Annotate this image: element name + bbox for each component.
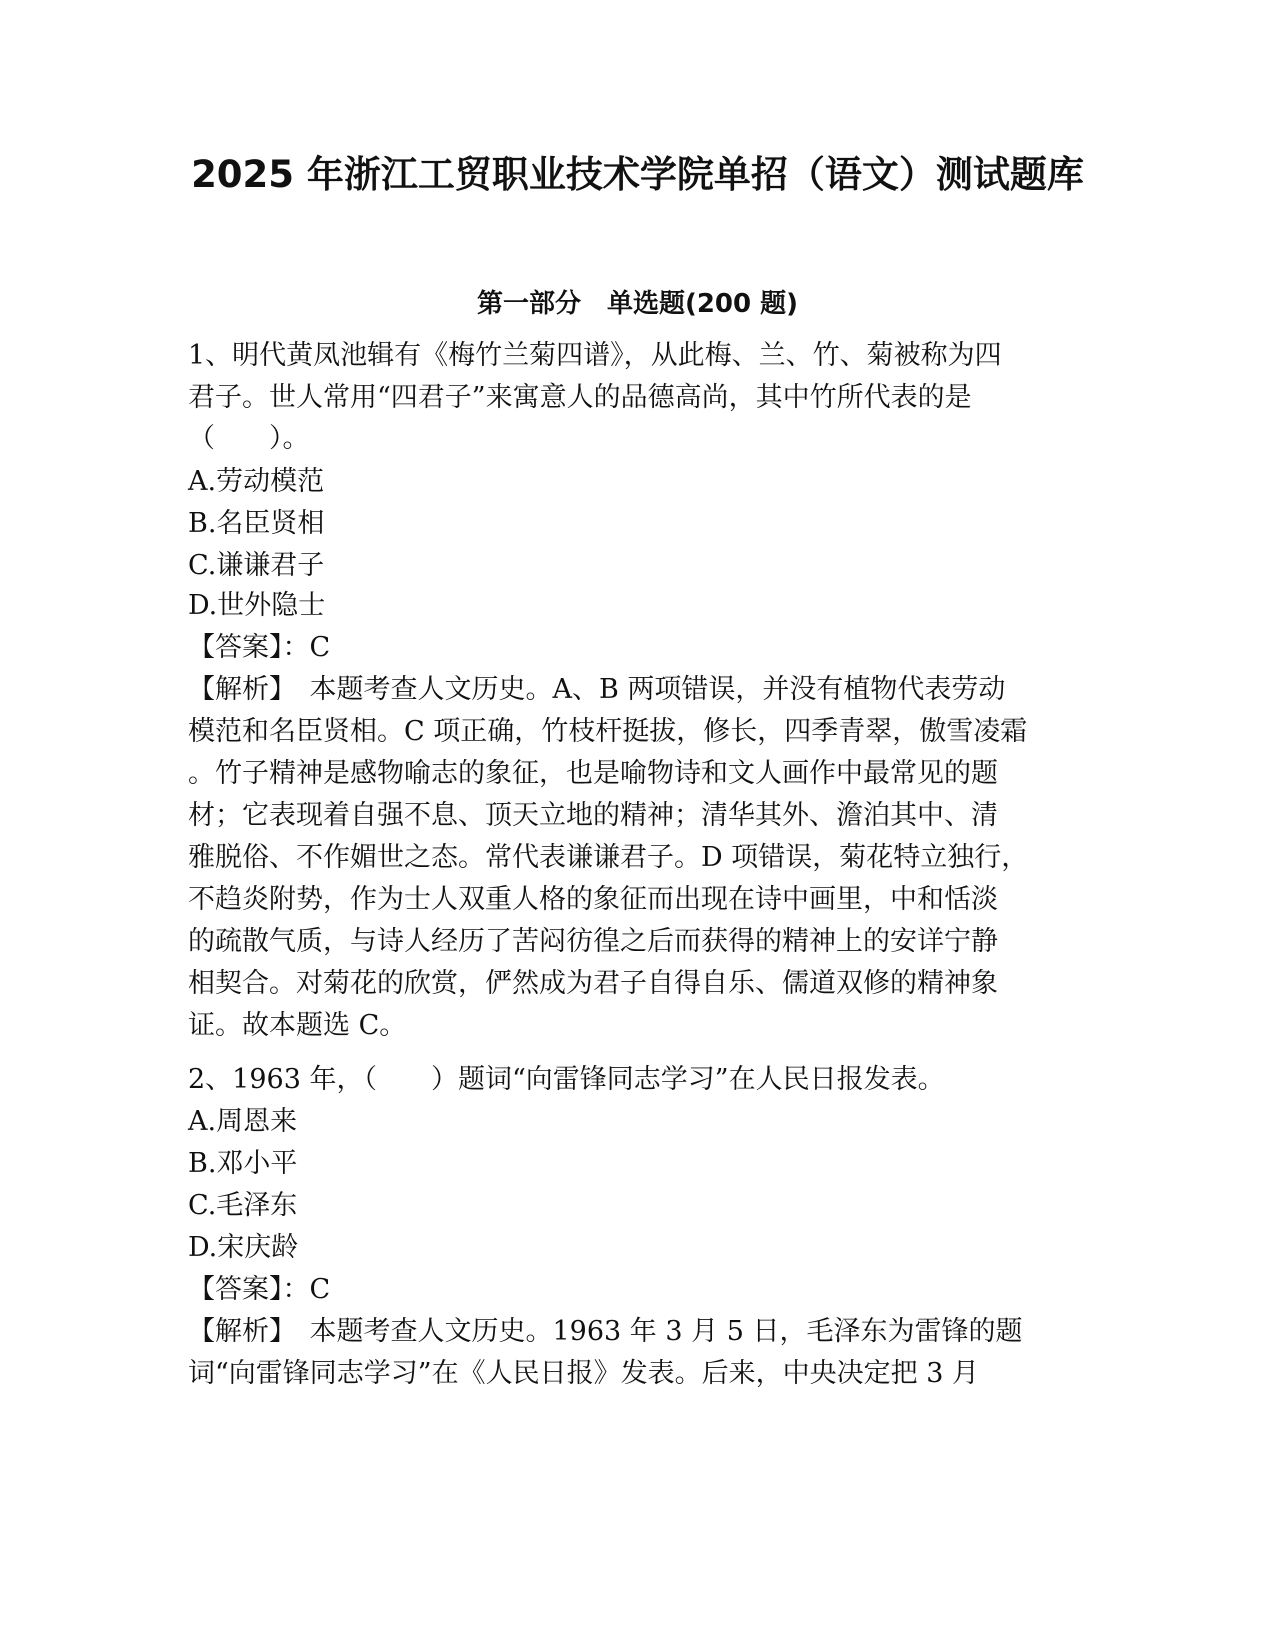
document-title: 2025 年浙江工贸职业技术学院单招（语文）测试题库 xyxy=(191,153,1084,196)
question-2-analysis-line-1: 【解析】 本题考查人文历史。1963 年 3 月 5 日，毛泽东为雷锋的题 xyxy=(188,1316,1023,1347)
question-2-option-b: B.邓小平 xyxy=(188,1148,298,1179)
question-2-answer: 【答案】：C xyxy=(188,1274,331,1305)
question-1-option-d: D.世外隐士 xyxy=(188,590,326,621)
question-1-analysis-line-2: 模范和名臣贤相。C 项正确，竹枝杆挺拔，修长，四季青翠，傲雪凌霜 xyxy=(188,716,1028,747)
question-1-analysis-line-8: 相契合。对菊花的欣赏，俨然成为君子自得自乐、儒道双修的精神象 xyxy=(188,968,998,999)
question-1-analysis-line-7: 的疏散气质，与诗人经历了苦闷彷徨之后而获得的精神上的安详宁静 xyxy=(188,926,998,957)
question-1-option-c: C.谦谦君子 xyxy=(188,550,325,581)
question-1-analysis-line-5: 雅脱俗、不作媚世之态。常代表谦谦君子。D 项错误，菊花特立独行， xyxy=(188,842,1029,873)
question-1-line-1: 1、明代黄凤池辑有《梅竹兰菊四谱》，从此梅、兰、竹、菊被称为四 xyxy=(188,340,1002,371)
question-2-analysis-line-2: 词“向雷锋同志学习”在《人民日报》发表。后来，中央决定把 3 月 xyxy=(188,1358,979,1389)
question-1-line-2: 君子。世人常用“四君子”来寓意人的品德高尚，其中竹所代表的是 xyxy=(188,382,972,413)
section-heading: 第一部分 单选题(200 题) xyxy=(476,289,799,319)
question-1-analysis-line-4: 材；它表现着自强不息、顶天立地的精神；清华其外、澹泊其中、清 xyxy=(188,800,998,831)
question-2-line-1: 2、1963 年，（ ）题词“向雷锋同志学习”在人民日报发表。 xyxy=(188,1064,945,1095)
question-1-option-b: B.名臣贤相 xyxy=(188,508,325,539)
question-1-line-3: （ ）。 xyxy=(188,423,310,454)
question-1-option-a: A.劳动模范 xyxy=(188,466,325,497)
question-2-option-c: C.毛泽东 xyxy=(188,1190,298,1221)
question-1-answer: 【答案】：C xyxy=(188,632,331,663)
question-2-option-a: A.周恩来 xyxy=(188,1106,298,1137)
question-1-analysis-line-1: 【解析】 本题考查人文历史。A、B 两项错误，并没有植物代表劳动 xyxy=(188,674,1006,705)
question-1-analysis-line-9: 证。故本题选 C。 xyxy=(188,1010,407,1041)
question-1-analysis-line-3: 。竹子精神是感物喻志的象征，也是喻物诗和文人画作中最常见的题 xyxy=(188,758,998,789)
question-2-option-d: D.宋庆龄 xyxy=(188,1232,299,1263)
question-1-analysis-line-6: 不趋炎附势，作为士人双重人格的象征而出现在诗中画里，中和恬淡 xyxy=(188,884,998,915)
